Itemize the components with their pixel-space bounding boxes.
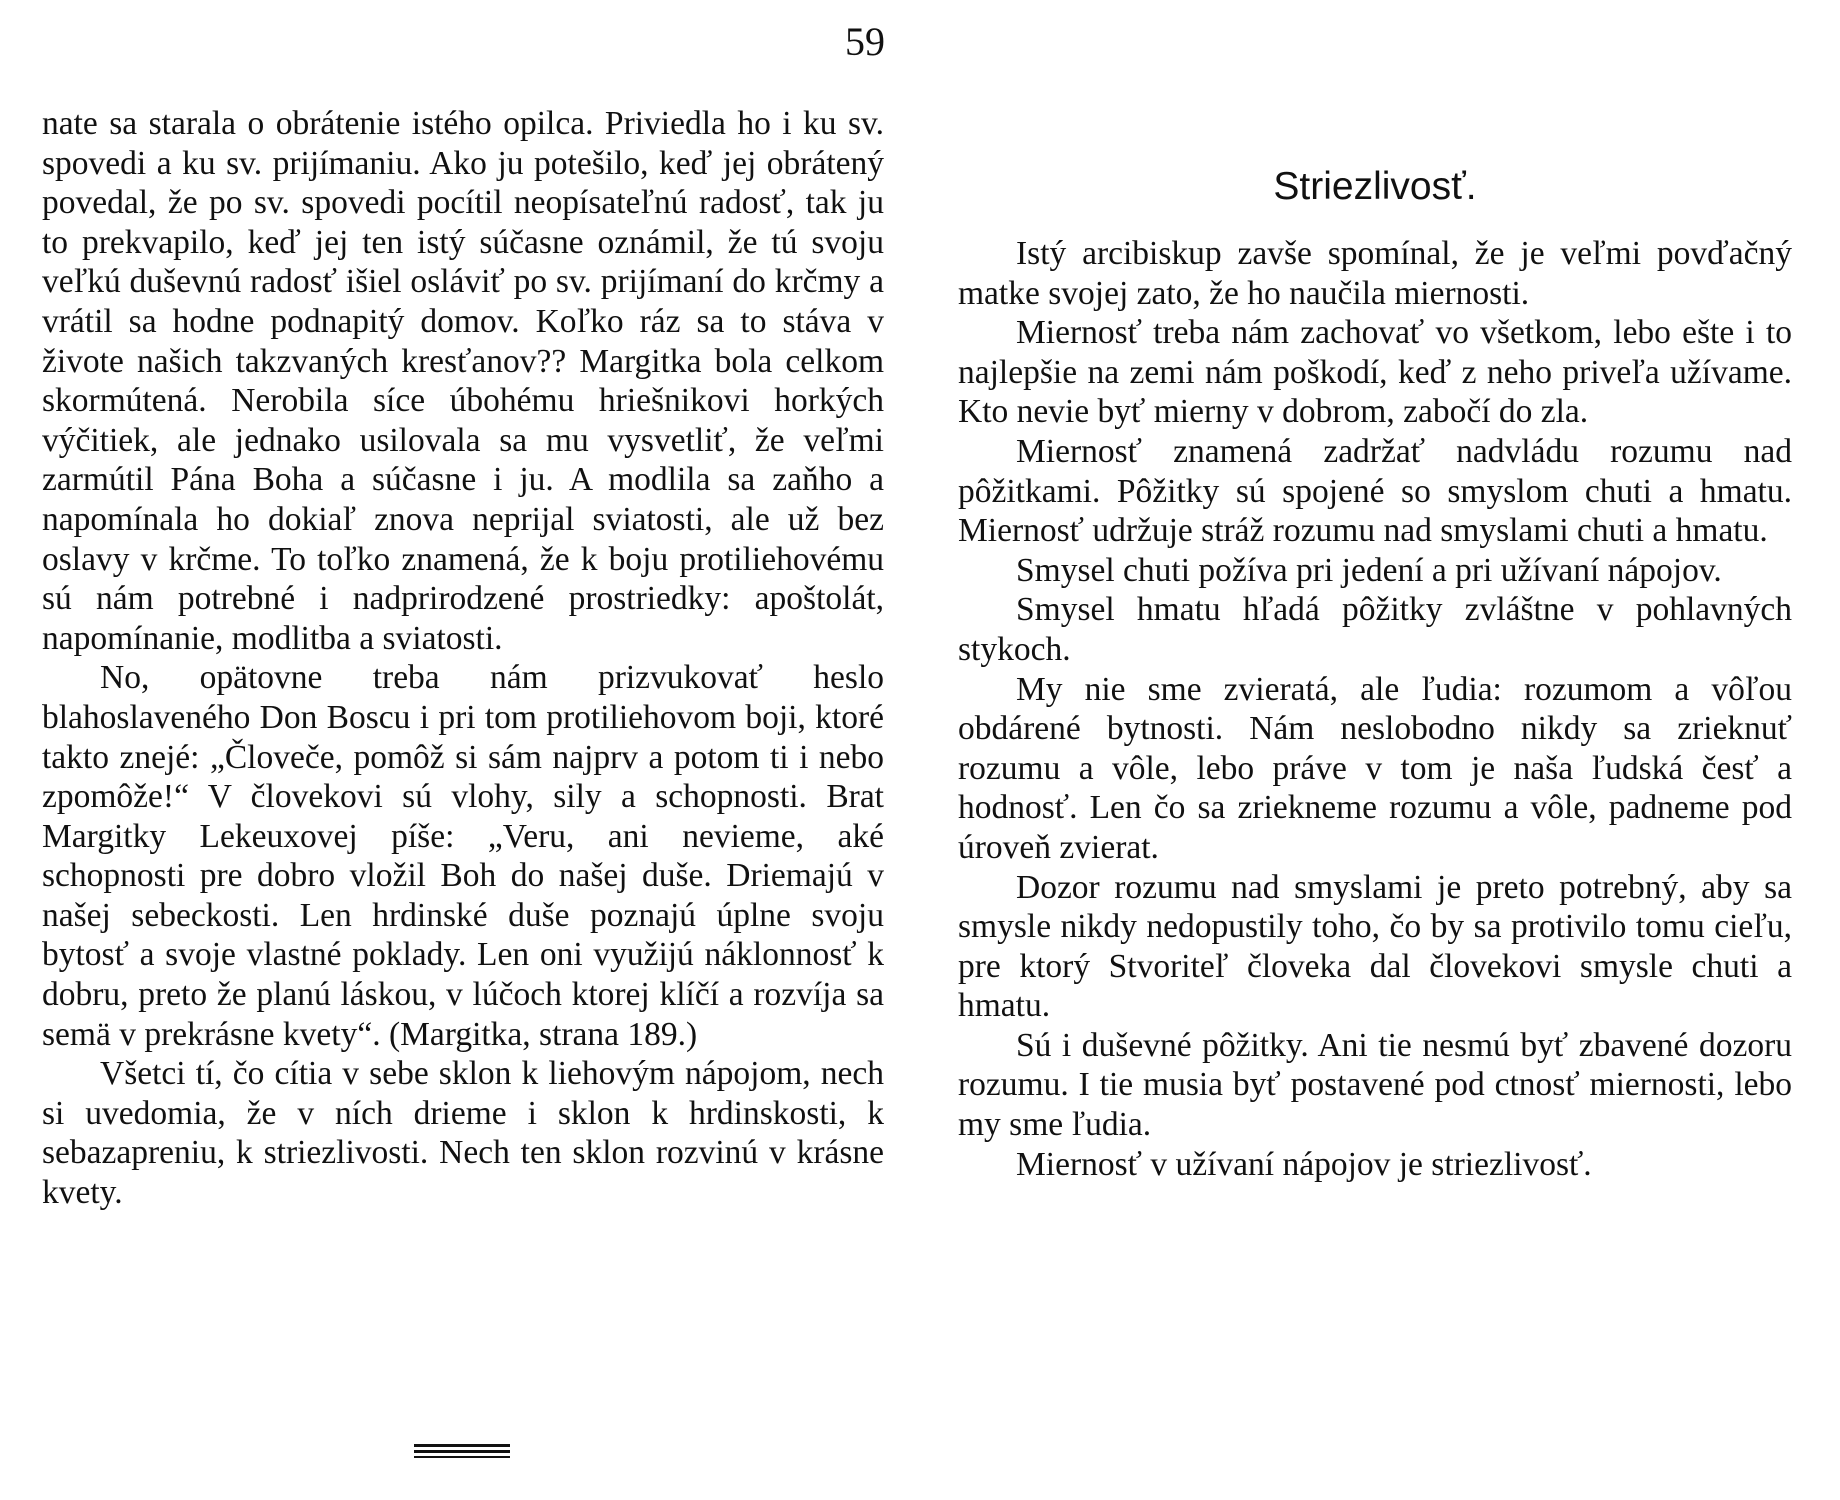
section-title: Striezlivosť.: [1273, 165, 1477, 208]
right-paragraph-8: Sú i duševné pôžitky. Ani tie nesmú byť zbavené dozoru rozumu. I tie musia byť postavené pod ctnosť miernosti, lebo my sme ľudia.: [958, 1026, 1792, 1144]
page-number: 59: [845, 19, 885, 64]
left-paragraph-3: Všetci tí, čo cítia v sebe sklon k liehovým nápojom, nech si uvedomia, že v ních drieme i sklon k hrdinskosti, k sebazapreniu, k striezlivosti. Nech ten sklon rozvinú v krásne kvety.: [42, 1055, 884, 1212]
right-column: [958, 234, 1792, 1184]
right-paragraph-9: Miernosť v užívaní nápojov je striezlivosť.: [1016, 1145, 1592, 1183]
left-column: [42, 104, 884, 1213]
left-paragraph-2: No, opätovne treba nám prizvukovať heslo blahoslaveného Don Boscu i pri tom protiliehovom boji, ktoré takto znejé: „Človeče, pomôž si sám najprv a potom ti i nebo zpomôže!“ V človekovi sú vlohy, sily a schopnosti. Brat Margitky Lekeuxovej píše: „Veru, ani nevieme, aké schopnosti pre dobro vložil Boh do našej duše. Driemajú v našej sebeckosti. Len hrdinské duše poznajú úplne svoju bytosť a svoje vlastné poklady. Len oni využijú náklonnosť k dobru, preto že planú láskou, v lúčoch ktorej klíčí a rozvíja sa semä v prekrásne kvety“. (Margitka, strana 189.): [42, 659, 884, 1053]
right-paragraph-5: Smysel hmatu hľadá pôžitky zvláštne v pohlavných stykoch.: [958, 591, 1792, 668]
end-divider: [414, 1444, 510, 1461]
right-paragraph-1: Istý arcibiskup zavše spomínal, že je veľmi povďačný matke svojej zato, že ho naučila miernosti.: [958, 235, 1792, 312]
right-paragraph-2: Miernosť treba nám zachovať vo všetkom, lebo ešte i to najlepšie na zemi nám poškodí, keď z neho priveľa užívame. Kto nevie byť mierny v dobrom, zabočí do zla.: [958, 314, 1792, 431]
right-paragraph-6: My nie sme zvieratá, ale ľudia: rozumom a vôľou obdárené bytnosti. Nám neslobodno nikdy sa zrieknuť rozumu a vôle, lebo práve v tom je naša ľudská česť a hodnosť. Len čo sa zriekneme rozumu a vôle, padneme pod úroveň zvierat.: [958, 670, 1792, 866]
right-paragraph-7: Dozor rozumu nad smyslami je preto potrebný, aby sa smysle nikdy nedopustily toho, čo by sa protivilo tomu cieľu, pre ktorý Stvoriteľ človeka dal človekovi smysle chuti a hmatu.: [958, 868, 1792, 1025]
right-paragraph-4: Smysel chuti požíva pri jedení a pri užívaní nápojov.: [1016, 551, 1722, 589]
right-paragraph-3: Miernosť znamená zadržať nadvládu rozumu nad pôžitkami. Pôžitky sú spojené so smyslom chuti a hmatu. Miernosť udržuje stráž rozumu nad smyslami chuti a hmatu.: [958, 432, 1792, 550]
left-paragraph-1: nate sa starala o obrátenie istého opilca. Priviedla ho i ku sv. spovedi a ku sv. prijímaniu. Ako ju potešilo, keď jej obrátený povedal, že po sv. spovedi pocítil neopísateľnú radosť, tak ju to prekvapilo, keď jej ten istý súčasne oznámil, že tú svoju veľkú duševnú radosť išiel osláviť po sv. prijímaní do krčmy a vrátil sa hodne podnapitý domov. Koľko ráz sa to stáva v živote našich takzvaných kresťanov?? Margitka bola celkom skormútená. Nerobila síce úbohému hriešnikovi horkých výčitiek, ale jednako usilovala sa mu vysvetliť, že veľmi zarmútil Pána Boha a súčasne i ju. A modlila sa zaňho a napomínala ho dokiaľ znova neprijal sviatosti, ale už bez oslavy v krčme. To toľko znamená, že k boju protiliehovému sú nám potrebné i nadprirodzené prostriedky: apoštolát, napomínanie, modlitba a sviatosti.: [42, 105, 884, 657]
